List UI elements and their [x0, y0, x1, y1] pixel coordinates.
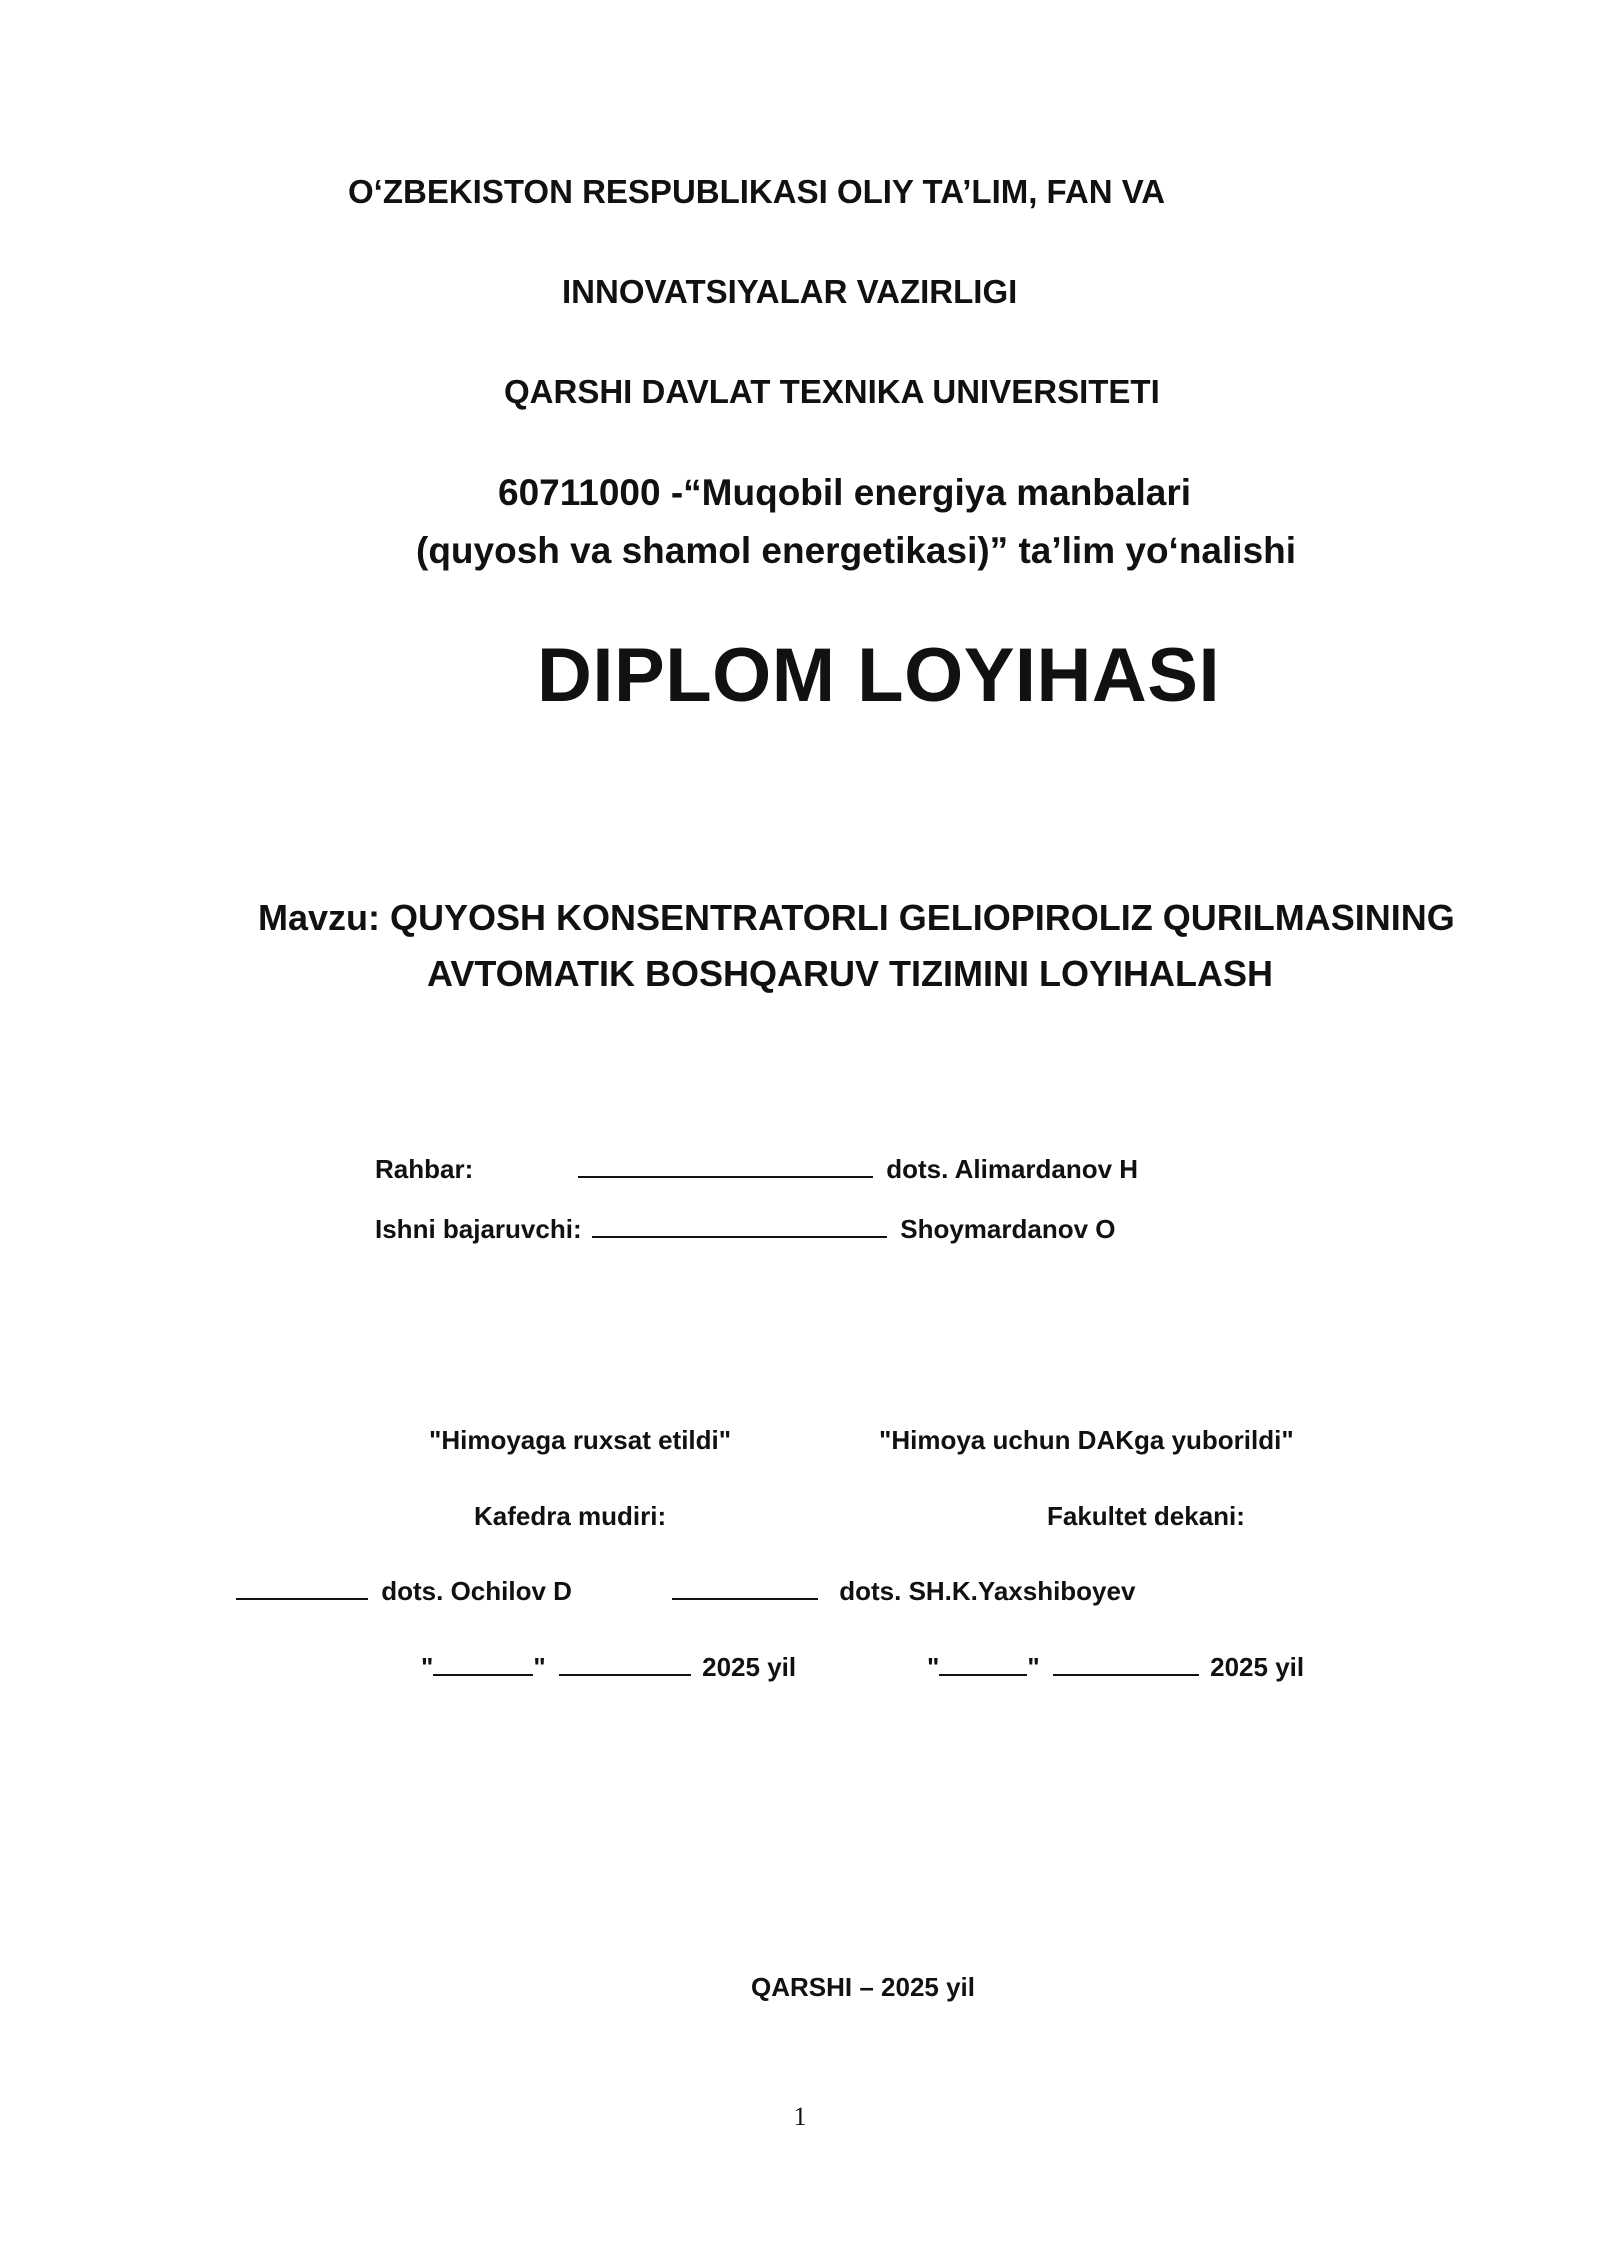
- ministry-line-2: INNOVATSIYALAR VAZIRLIGI: [562, 273, 1018, 310]
- approval-right-date: [927, 1652, 1304, 1683]
- supervisor-row: [375, 1154, 473, 1185]
- author-signature: [592, 1214, 1116, 1245]
- right-date-quote-close: ": [1027, 1652, 1040, 1682]
- right-signature-blank: [672, 1576, 818, 1600]
- supervisor-signature: [578, 1154, 1138, 1185]
- ministry-line-1: O‘ZBEKISTON RESPUBLIKASI OLIY TA’LIM, FAN VA: [348, 173, 1166, 210]
- author-label: Ishni bajaruvchi:: [375, 1214, 582, 1244]
- author-name: Shoymardanov O: [900, 1214, 1116, 1244]
- document-title: DIPLOM LOYIHASI: [537, 633, 1221, 718]
- approval-left-role: Kafedra mudiri:: [474, 1501, 667, 1531]
- left-date-quote-close: ": [533, 1652, 546, 1682]
- left-month-blank: [559, 1652, 691, 1676]
- approval-right-name: dots. SH.K.Yaxshiboyev: [839, 1576, 1136, 1606]
- city-year: QARSHI – 2025 yil: [751, 1972, 975, 2002]
- right-year: 2025 yil: [1210, 1652, 1305, 1682]
- approval-left-date: [421, 1652, 796, 1683]
- approval-right-signature: [672, 1576, 1135, 1607]
- page-number: 1: [793, 2102, 807, 2131]
- supervisor-signature-blank: [578, 1154, 873, 1178]
- author-signature-blank: [592, 1214, 887, 1238]
- right-month-blank: [1053, 1652, 1199, 1676]
- university-name: QARSHI DAVLAT TEXNIKA UNIVERSITETI: [504, 373, 1160, 410]
- approval-right-heading: "Himoya uchun DAKga yuborildi": [879, 1425, 1294, 1455]
- author-row: [375, 1214, 582, 1245]
- program-line-1: 60711000 -“Muqobil energiya manbalari: [498, 472, 1192, 513]
- left-date-quote-open: ": [421, 1652, 434, 1682]
- supervisor-label: Rahbar:: [375, 1154, 474, 1184]
- left-day-blank: [433, 1652, 533, 1676]
- program-line-2: (quyosh va shamol energetikasi)” ta’lim yo‘nalishi: [416, 530, 1297, 571]
- right-date-quote-open: ": [927, 1652, 940, 1682]
- approval-left-name: dots. Ochilov D: [381, 1576, 572, 1606]
- topic-line-2: AVTOMATIK BOSHQARUV TIZIMINI LOYIHALASH: [427, 953, 1273, 994]
- topic-line-1: Mavzu: QUYOSH KONSENTRATORLI GELIOPIROLIZ QURILMASINING: [258, 897, 1455, 938]
- right-day-blank: [939, 1652, 1027, 1676]
- approval-right-role: Fakultet dekani:: [1047, 1501, 1245, 1531]
- supervisor-name: dots. Alimardanov H: [886, 1154, 1139, 1184]
- left-year: 2025 yil: [702, 1652, 797, 1682]
- approval-left-heading: "Himoyaga ruxsat etildi": [429, 1425, 732, 1455]
- approval-left-signature: [236, 1576, 572, 1607]
- left-signature-blank: [236, 1576, 368, 1600]
